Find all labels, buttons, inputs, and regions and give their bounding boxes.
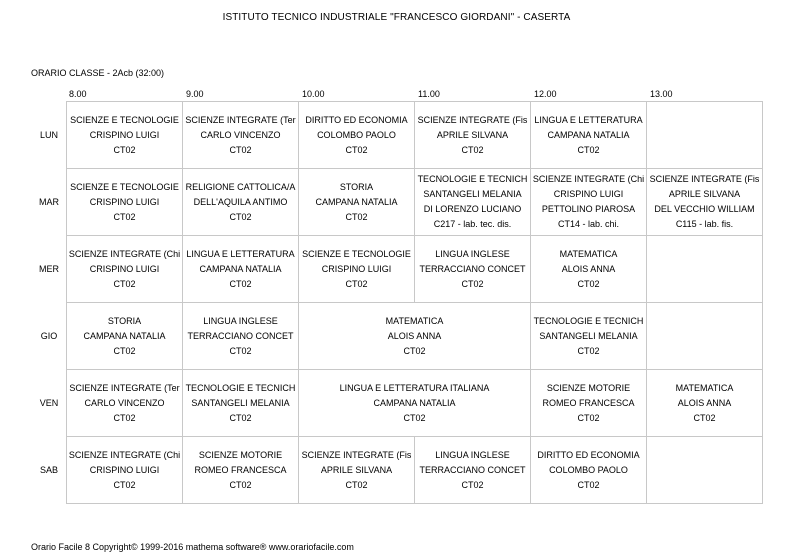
subject-text: LINGUA E LETTERATURA [534, 114, 643, 125]
day-row [32, 169, 763, 236]
lesson-detail-text: CRISPINO LUIGI [321, 263, 392, 274]
subject-text: STORIA [107, 315, 142, 326]
lesson-detail-text: CAMPANA NATALIA [83, 330, 166, 341]
day-row [32, 102, 763, 169]
lesson-detail-text: ALOIS ANNA [387, 330, 442, 341]
lesson-detail-text: CRISPINO LUIGI [553, 189, 624, 199]
subject-text: LINGUA INGLESE [203, 315, 278, 326]
day-row [32, 370, 763, 437]
subject-text: LINGUA E LETTERATURA ITALIANA [339, 382, 490, 393]
lesson-cell [67, 102, 183, 169]
day-label: MAR [39, 196, 59, 207]
lesson-detail-text: COLOMBO PAOLO [549, 464, 628, 475]
day-label: GIO [40, 330, 58, 341]
subject-text: MATEMATICA [675, 382, 734, 393]
lesson-cell [647, 169, 763, 236]
lesson-detail-text: CT02 [461, 278, 484, 289]
empty-cell [647, 102, 763, 169]
lesson-cell [531, 370, 647, 437]
lesson-detail-text: CAMPANA NATALIA [199, 263, 282, 274]
subject-text: STORIA [339, 181, 374, 192]
lesson-detail-text: DI LORENZO LUCIANO [423, 204, 522, 214]
footer-copyright: Orario Facile 8 Copyright© 1999-2016 mathema software® www.orariofacile.com [31, 542, 354, 552]
lesson-detail-text: CARLO VINCENZO [200, 129, 281, 140]
lesson-detail-text: CT02 [229, 278, 252, 289]
subject-text: DIRITTO ED ECONOMIA [305, 114, 408, 125]
lesson-detail-text: CT02 [113, 412, 136, 423]
lesson-detail-text: PETTOLINO PIAROSA [541, 204, 636, 214]
subject-text: RELIGIONE CATTOLICA/A [185, 181, 296, 192]
lesson-detail-text: CT02 [345, 479, 368, 490]
lesson-detail-text: CT02 [113, 278, 136, 289]
lesson-cell [299, 236, 415, 303]
lesson-detail-text: CRISPINO LUIGI [89, 196, 160, 207]
lesson-cell [531, 437, 647, 504]
lesson-cell [415, 437, 531, 504]
lesson-detail-text: CT02 [403, 345, 426, 356]
lesson-detail-text: SANTANGELI MELANIA [191, 397, 290, 408]
lesson-cell [183, 303, 299, 370]
lesson-cell [183, 169, 299, 236]
lesson-detail-text: CT02 [693, 412, 716, 423]
day-label: MER [39, 263, 59, 274]
subject-text: SCIENZE E TECNOLOGIE [70, 114, 179, 125]
lesson-detail-text: CT02 [345, 211, 368, 222]
lesson-detail-text: CT02 [229, 345, 252, 356]
lesson-detail-text: CT02 [229, 144, 252, 155]
lesson-detail-text: CT02 [577, 144, 600, 155]
subject-text: LINGUA INGLESE [435, 449, 510, 460]
lesson-detail-text: CT02 [577, 345, 600, 356]
lesson-cell [183, 102, 299, 169]
lesson-detail-text: CT02 [403, 412, 426, 423]
day-label: VEN [39, 397, 59, 408]
subject-text: SCIENZE MOTORIE [198, 449, 283, 460]
lesson-detail-text: APRILE SILVANA [320, 464, 393, 475]
lesson-detail-text: CT02 [577, 412, 600, 423]
subject-text: LINGUA E LETTERATURA [186, 248, 295, 259]
lesson-detail-text: CT02 [113, 345, 136, 356]
empty-cell [647, 303, 763, 370]
lesson-cell [415, 169, 531, 236]
hour-label: 13.00 [650, 89, 673, 99]
day-row [32, 303, 763, 370]
lesson-detail-text: CAMPANA NATALIA [373, 397, 456, 408]
lesson-cell [415, 236, 531, 303]
day-label: LUN [39, 129, 58, 140]
subject-text: SCIENZE INTEGRATE (Ter [69, 382, 180, 393]
lesson-detail-text: TERRACCIANO CONCET [419, 263, 526, 274]
lesson-cell [299, 437, 415, 504]
day-row [32, 236, 763, 303]
subject-text: TECNOLOGIE E TECNICH [533, 315, 644, 326]
lesson-cell [415, 102, 531, 169]
lesson-cell [299, 169, 415, 236]
lesson-cell [183, 236, 299, 303]
hour-label: 11.00 [418, 89, 440, 99]
hour-label: 8.00 [69, 89, 87, 99]
lesson-detail-text: CT02 [345, 278, 368, 289]
lesson-detail-text: CARLO VINCENZO [84, 397, 165, 408]
lesson-detail-text: TERRACCIANO CONCET [187, 330, 294, 341]
lesson-cell [183, 370, 299, 437]
lesson-detail-text: APRILE SILVANA [668, 189, 741, 199]
subject-text: SCIENZE INTEGRATE (Chi [532, 174, 645, 184]
subject-text: SCIENZE INTEGRATE (Fis [649, 174, 760, 184]
subject-text: SCIENZE MOTORIE [546, 382, 631, 393]
class-timetable-label: ORARIO CLASSE - 2Acb (32:00) [31, 68, 165, 78]
lesson-cell [67, 303, 183, 370]
lesson-cell [67, 437, 183, 504]
subject-text: SCIENZE E TECNOLOGIE [302, 248, 411, 259]
lesson-detail-text: CT02 [461, 479, 484, 490]
subject-text: MATEMATICA [559, 248, 618, 259]
lesson-cell [531, 102, 647, 169]
subject-text: SCIENZE INTEGRATE (Fis [417, 114, 528, 125]
subject-text: SCIENZE INTEGRATE (Chi [68, 248, 181, 259]
timetable-grid [32, 101, 763, 504]
lesson-cell [531, 169, 647, 236]
lesson-detail-text: TERRACCIANO CONCET [419, 464, 526, 475]
lesson-detail-text: CRISPINO LUIGI [89, 129, 160, 140]
hour-label: 10.00 [302, 89, 325, 99]
lesson-detail-text: DELL'AQUILA ANTIMO [193, 196, 288, 207]
lesson-detail-text: CRISPINO LUIGI [89, 263, 160, 274]
empty-cell [647, 437, 763, 504]
lesson-detail-text: COLOMBO PAOLO [317, 129, 396, 140]
lesson-detail-text: DEL VECCHIO WILLIAM [654, 204, 755, 214]
lesson-cell [299, 303, 531, 370]
subject-text: SCIENZE E TECNOLOGIE [70, 181, 179, 192]
lesson-detail-text: SANTANGELI MELANIA [423, 189, 522, 199]
lesson-cell [67, 169, 183, 236]
lesson-detail-text: CT02 [229, 412, 252, 423]
hour-label: 12.00 [534, 89, 557, 99]
lesson-detail-text: CT02 [229, 211, 252, 222]
lesson-cell [183, 437, 299, 504]
lesson-detail-text: ROMEO FRANCESCA [542, 397, 635, 408]
lesson-detail-text: CT14 - lab. chi. [557, 219, 620, 229]
lesson-detail-text: CT02 [577, 278, 600, 289]
lesson-cell [299, 102, 415, 169]
lesson-cell [647, 370, 763, 437]
lesson-detail-text: CT02 [577, 479, 600, 490]
lesson-cell [299, 370, 531, 437]
subject-text: MATEMATICA [385, 315, 444, 326]
lesson-detail-text: C217 - lab. tec. dis. [433, 219, 512, 229]
lesson-detail-text: CT02 [113, 479, 136, 490]
subject-text: LINGUA INGLESE [435, 248, 510, 259]
school-title: ISTITUTO TECNICO INDUSTRIALE "FRANCESCO GIORDANI" - CASERTA [222, 12, 571, 23]
lesson-detail-text: CAMPANA NATALIA [315, 196, 398, 207]
lesson-detail-text: CT02 [345, 144, 368, 155]
empty-cell [647, 236, 763, 303]
lesson-cell [531, 236, 647, 303]
subject-text: TECNOLOGIE E TECNICH [417, 174, 528, 184]
lesson-detail-text: CT02 [113, 211, 136, 222]
lesson-cell [531, 303, 647, 370]
day-label: SAB [39, 464, 58, 475]
subject-text: SCIENZE INTEGRATE (Chi [68, 449, 181, 460]
hour-header-row [0, 89, 793, 101]
lesson-detail-text: CT02 [113, 144, 136, 155]
lesson-detail-text: CAMPANA NATALIA [547, 129, 630, 140]
lesson-cell [67, 236, 183, 303]
lesson-detail-text: CRISPINO LUIGI [89, 464, 160, 475]
hour-label: 9.00 [186, 89, 204, 99]
lesson-detail-text: ALOIS ANNA [677, 397, 732, 408]
lesson-detail-text: CT02 [461, 144, 484, 155]
day-row [32, 437, 763, 504]
subject-text: SCIENZE INTEGRATE (Ter [185, 114, 296, 125]
lesson-cell [67, 370, 183, 437]
lesson-detail-text: C115 - lab. fis. [675, 219, 734, 229]
lesson-detail-text: ALOIS ANNA [561, 263, 616, 274]
lesson-detail-text: CT02 [229, 479, 252, 490]
subject-text: SCIENZE INTEGRATE (Fis [301, 449, 412, 460]
lesson-detail-text: APRILE SILVANA [436, 129, 509, 140]
lesson-detail-text: ROMEO FRANCESCA [194, 464, 287, 475]
subject-text: TECNOLOGIE E TECNICH [185, 382, 296, 393]
lesson-detail-text: SANTANGELI MELANIA [539, 330, 638, 341]
subject-text: DIRITTO ED ECONOMIA [537, 449, 640, 460]
